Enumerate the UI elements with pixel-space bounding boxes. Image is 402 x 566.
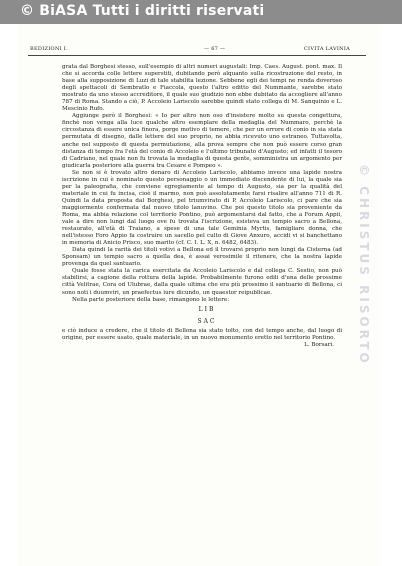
watermark (334, 154, 374, 474)
inscription-line: SAC (197, 317, 217, 325)
copyright-banner (0, 0, 402, 24)
inscription-line: LIB (198, 305, 216, 313)
page-number: — 67 — (204, 46, 226, 52)
document-body (62, 64, 342, 349)
paragraph: Se non si è trovato altro denaro di Accoleio Lariscolo, abbiamo invece una lapide nostra iscrizione in cui è nominato questo personaggio o un immediato discendente di lui, la quale sia per la paleografia, che conviene egregiamente al tempo di Augusto, sia per la qualità del materiale in cui fu incisa, cioè il marmo, non può assolutamente farsi risalire all'anno 711 di R. Quindi la data proposta dal Borghesi, pel triumvirato di P. Accoleio Lariscolo, ci pare che sia maggiormente confermata dal nuovo titolo lanuvino. Che poi questo titolo sia proveniente da Roma, ma abbia relazione col territorio Pontino, può argomentarsi dal fatto, che a Forum Appii, vale a dire non lungi dal luogo ove fu trovata l'iscrizione, esisteva un tempio sacro a Bellona, restaurato, all'età di Traiano, a spese di una tale Geminia Myrtis, famigliare donna, che nell'istesso Foro Appio fa costruire un sacello pel culto di Giove Anxuro, accidi vi si banchettano in memoria di Anicio Prisco, suo marito (cf. C. I. L. X, n. 6482, 6483). (62, 169, 342, 247)
copyright-text: © BiASA Tutti i diritti riservati (20, 3, 265, 19)
author-signature: L. Borsari. (304, 341, 334, 348)
page-header (26, 46, 372, 58)
paragraph: Nella parte posteriore della base, rimangono le lettere: (72, 296, 230, 303)
header-section: BEDIZIONI I. (30, 46, 68, 52)
paragraph: Quale fosse stata la carica esercitata da Accoleio Lariscolo e dal collega C. Sestio, non può stabilirsi, a cagione della rottura della lapide. Probabilmente furono edili d'una delle prossime città Velitrae, Cora od Ulubrae, dalla quale ultima che era più prossimo il santuario di Bellona, ci sono noti i duumviri, un praefectus iure dicundo, un quaestor reipublicae. (62, 268, 342, 296)
watermark-graphic (334, 154, 374, 474)
closing-paragraph: e ciò induce a credere, che il titolo di Bellona sia stato tolto, con del tempo anche, dal luogo di origine, per essere usato, quale materiale, in un nuovo monumento eretto nel territorio Pontino. (62, 327, 342, 341)
paragraph: grata dal Borghesi stesso, sull'esempio di altri numeri augustali: Imp. Caes. August. pont. max. Il che si accorda colle lettere superstiti, dubitando però alquanto sulla ricostruzione del resto, in base alla supposizione di Luzi di tale stabilita lezione. Sebbene egli dei tempi ne renda doveroso degli spettacoli di Sembratlo e Fiaccola, questo l'altro editto del Nummante, sarebbe stato mostrato da uno stesso accreditore, il quale suo giudizio non ebbe dubitato da accogliere all'anno 787 di Roma. Stando a ciò, P. Accoleio Lariscolo sarebbe quindi stato collega di M. Sanquinio e L. Mescinio Rufo. (62, 64, 342, 113)
paragraph: Data quindi la rarità dei titoli votivi a Bellona ed il trovarsi proprio non lungi da Cisterna (ad Sponsam) un tempio sacro a quella dea, è assai verosimile il ritenere, che la nostra lapide provenga da quel santuario. (62, 247, 342, 268)
document-page (18, 24, 380, 566)
watermark-text: © CHRISTUS RISORTO (357, 164, 371, 366)
header-divider (28, 55, 366, 56)
header-place: CIVITA LAVINIA (303, 46, 350, 52)
paragraph: Aggiunge però il Borghesi: « Io per altro non oso d'insistere molto su questa congettura, finchè non venga alla luce qualche altro esemplare della medaglia del Nummaro, perchè la circostanza di essere unica finora, porge motivo di temere, che per un errore di conio in sia stata permutata di disegno, dalle lettere del suo proprio, ne abbia ricevuto uno estraneo. Tuttavolta, anche nel supposto di questa permutazione, alla prova sempre che non può essere corso gran distanza di tempo fra l'età del conio di Accoleio e l'ultimo tribunato d'Augusto; ed infatti il tesoro di Cadriano, nel quale non fu trovata la medaglia di questa gente, somministra un argomento per giudicarla posteriore alla guerra tra Cesare e Pompeo ». (62, 113, 342, 169)
